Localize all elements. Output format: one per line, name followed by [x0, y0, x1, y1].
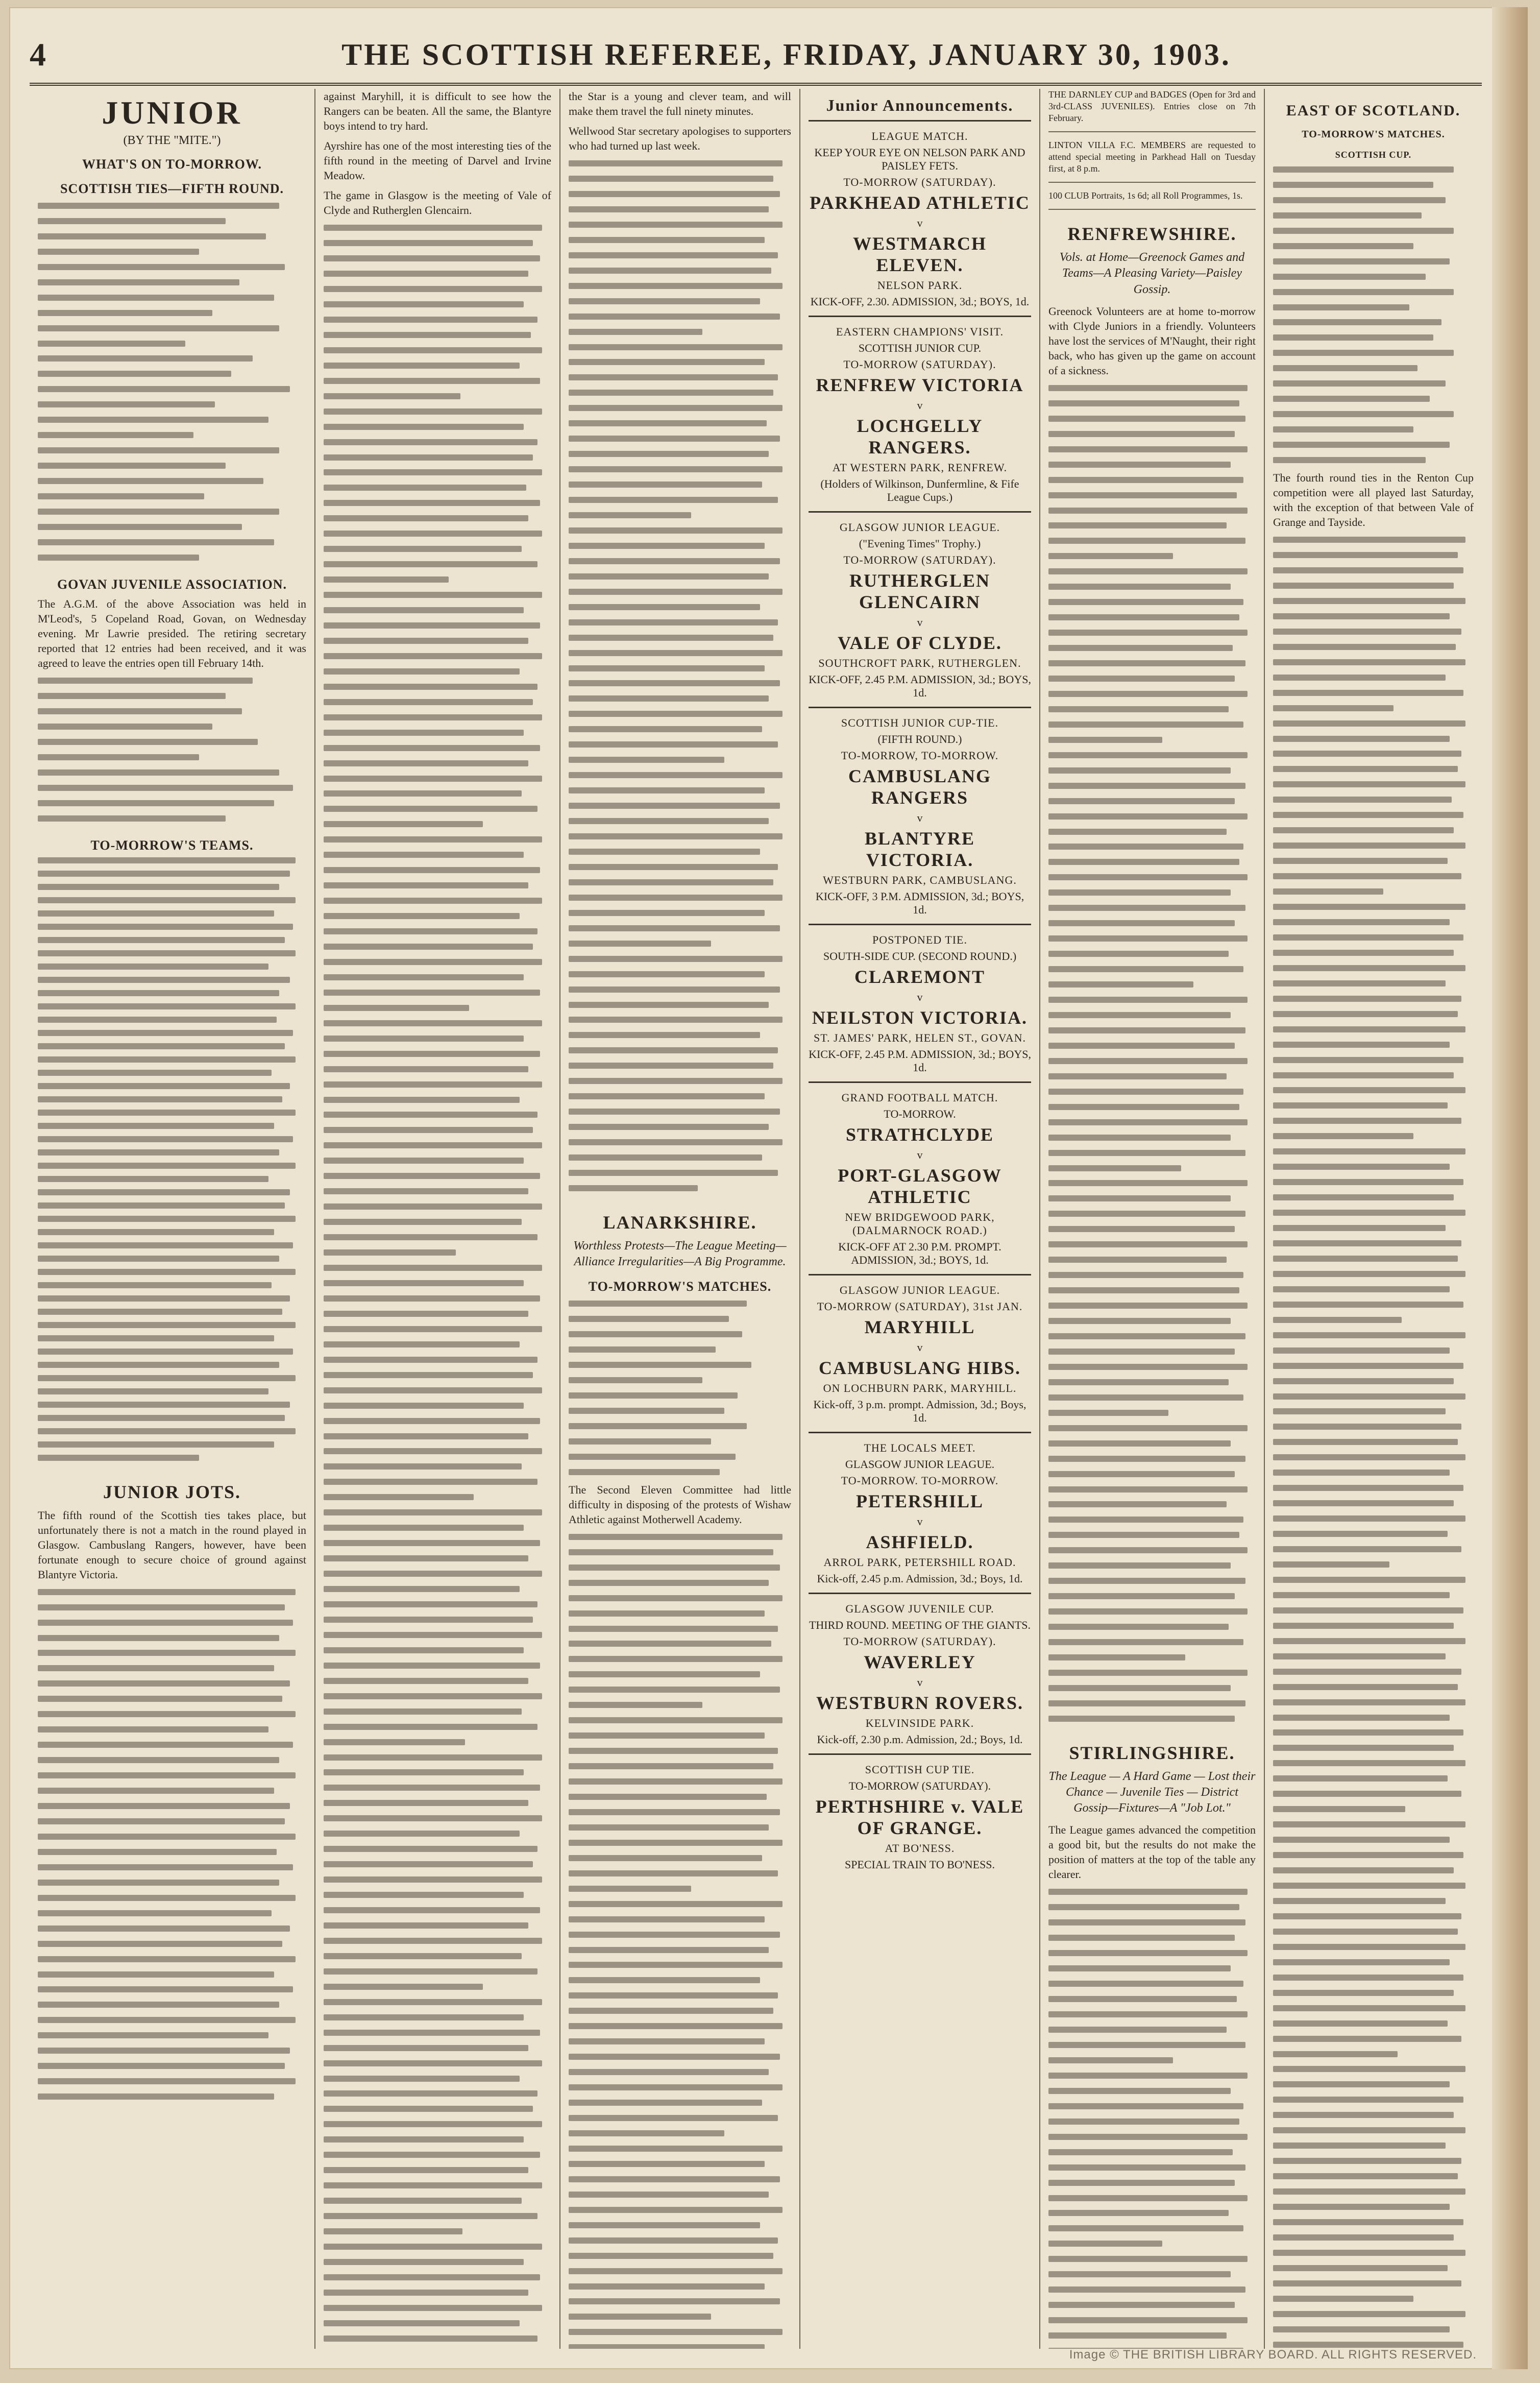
announcement-block [809, 1274, 1031, 1432]
announcement-kind: GLASGOW JUNIOR LEAGUE. [839, 1284, 1000, 1296]
announcement-details: Kick-off, 2.45 p.m. Admission, 3d.; Boys, 1d. [817, 1572, 1023, 1585]
announcement-date: TO-MORROW. TO-MORROW. [841, 1474, 999, 1487]
lanark-text: The Second Eleven Committee had little difficulty in disposing of the protests of Wishaw Athletic against Motherwell Academy. [569, 1483, 791, 1526]
announcements-heading: Junior Announcements. [826, 96, 1014, 114]
col2-text-1: against Maryhill, it is difficult to see how the Rangers can be beaten. All the same, the Blantyre boys intend to try hard. [324, 90, 551, 133]
announcement-away-team: WESTBURN ROVERS. [816, 1693, 1024, 1713]
lanark-matches-heading: TO-MORROW'S MATCHES. [588, 1279, 772, 1294]
announcement-note: GLASGOW JUNIOR LEAGUE. [845, 1458, 995, 1471]
divider [1048, 209, 1256, 210]
announcement-kind: GLASGOW JUNIOR LEAGUE. [839, 521, 1000, 534]
announcement-details: (Holders of Wilkinson, Dunfermline, & Fife League Cups.) [820, 477, 1019, 503]
announcement-date: TO-MORROW (SATURDAY). [843, 358, 996, 371]
jots-text: The fifth round of the Scottish ties takes place, but unfortunately there is not a match in the round played in Glasgow. Cambuslang Rangers, however, have been fortunate enough to secure choice of ground against Blantyre Victoria. [38, 1508, 306, 1581]
east-cup-heading: SCOTTISH CUP. [1335, 150, 1412, 160]
announcement-note: TO-MORROW. [884, 1108, 956, 1120]
teams-heading: TO-MORROW'S TEAMS. [90, 837, 254, 853]
announcement-kind: GLASGOW JUVENILE CUP. [845, 1602, 994, 1615]
announcement-versus: v [917, 616, 923, 629]
announcement-note: (FIFTH ROUND.) [877, 733, 962, 745]
announcement-away-team: VALE OF CLYDE. [838, 633, 1002, 653]
announcement-note: SOUTH-SIDE CUP. (SECOND ROUND.) [823, 950, 1017, 962]
govan-list [38, 676, 306, 829]
divider [1048, 182, 1256, 183]
renfrewshire-text: Greenock Volunteers are at home to-morrow with Clyde Juniors in a friendly. Volunteers have lost the services of M'Naught, their right back, who has given up the game on account of a sickness. [1048, 304, 1256, 377]
east-body [1273, 535, 1474, 2349]
announcement-versus: v [917, 811, 923, 824]
announcement-away-team: NEILSTON VICTORIA. [812, 1007, 1028, 1028]
announcement-home-team: MARYHILL [864, 1317, 975, 1337]
announcement-away-team: LOCHGELLY RANGERS. [857, 416, 983, 458]
col3-text-2: Wellwood Star secretary apologises to supporters who had turned up last week. [569, 125, 791, 153]
stirlingshire-text: The League games advanced the competition a good bit, but the results do not make the position of matters at the top of the table any clearer. [1048, 1823, 1256, 1881]
announcement-note: ("Evening Times" Trophy.) [859, 537, 981, 550]
announcement-date: TO-MORROW, TO-MORROW. [841, 749, 999, 762]
announcement-home-team: RENFREW VICTORIA [816, 375, 1024, 395]
announcement-details: KICK-OFF, 2.45 P.M. ADMISSION, 3d.; BOYS, 1d. [809, 1048, 1031, 1074]
announcement-note: THIRD ROUND. MEETING OF THE GIANTS. [809, 1619, 1031, 1631]
stirlingshire-body [1048, 1887, 1256, 2349]
column-junior-continued [315, 89, 560, 2349]
announcement-away-team: BLANTYRE VICTORIA. [864, 828, 975, 870]
announcement-ground: WESTBURN PARK, CAMBUSLANG. [823, 874, 1017, 886]
announcement-ground: NEW BRIDGEWOOD PARK, (DALMARNOCK ROAD.) [845, 1211, 995, 1237]
whats-on-heading: WHAT'S ON TO-MORROW. [82, 157, 262, 172]
column-lanarkshire [560, 89, 800, 2349]
col3-body-top [569, 158, 791, 1198]
page-edge [1492, 7, 1528, 2369]
announcement-away-team: WESTMARCH ELEVEN. [852, 233, 987, 275]
announcement-kind: GRAND FOOTBALL MATCH. [841, 1091, 998, 1104]
announcement-block [809, 707, 1031, 924]
announcement-details: SPECIAL TRAIN TO BO'NESS. [844, 1858, 995, 1871]
divider [1048, 131, 1256, 132]
announcement-away-team: ASHFIELD. [866, 1532, 974, 1552]
junior-byline: (BY THE "MITE.") [123, 134, 221, 147]
announcement-kind: EASTERN CHAMPIONS' VISIT. [836, 325, 1004, 338]
teams-list [38, 857, 306, 1468]
renfrewshire-body [1048, 383, 1256, 1729]
linton-villa-ad: LINTON VILLA F.C. MEMBERS are requested to attend special meeting in Parkhead Hall on Tuesday first, at 8 p.m. [1048, 140, 1256, 174]
announcement-date: TO-MORROW (SATURDAY). [843, 1635, 996, 1648]
announcement-away-team: CAMBUSLANG HIBS. [818, 1358, 1021, 1378]
renfrewshire-subheading: Vols. at Home—Greenock Games and Teams—A Pleasing Variety—Paisley Gossip. [1059, 251, 1245, 296]
column-junior [30, 89, 315, 2349]
announcement-versus: v [917, 1676, 923, 1689]
announcement-kind: THE LOCALS MEET. [864, 1441, 976, 1454]
announcement-ground: AT BO'NESS. [885, 1842, 955, 1855]
announcement-versus: v [917, 216, 923, 229]
announcement-ground: ST. JAMES' PARK, HELEN ST., GOVAN. [813, 1031, 1026, 1044]
announcement-note: TO-MORROW (SATURDAY). [848, 1779, 991, 1792]
stirlingshire-subheading: The League — A Hard Game — Lost their Chance — Juvenile Ties — District Gossip—Fixtures—A "Job Lot." [1048, 1769, 1256, 1815]
lanarkshire-heading: LANARKSHIRE. [603, 1212, 757, 1233]
announcement-ground: ARROL PARK, PETERSHILL ROAD. [823, 1556, 1016, 1569]
announcement-block [809, 924, 1031, 1081]
govan-heading: GOVAN JUVENILE ASSOCIATION. [57, 576, 287, 592]
announcement-details: KICK-OFF, 2.30. ADMISSION, 3d.; BOYS, 1d. [810, 295, 1030, 308]
announcement-details: Kick-off, 2.30 p.m. Admission, 2d.; Boys, 1d. [817, 1733, 1023, 1746]
darnley-cup-ad: THE DARNLEY CUP and BADGES (Open for 3rd and 3rd-CLASS JUVENILES). Entries close on 7th February. [1048, 89, 1256, 124]
col2-body [324, 223, 551, 2349]
announcement-ground: AT WESTERN PARK, RENFREW. [832, 461, 1008, 474]
announcement-details: KICK-OFF, 2.45 P.M. ADMISSION, 3d.; BOYS, 1d. [809, 673, 1031, 699]
announcement-block [809, 120, 1031, 316]
announcement-home-team: PERTHSHIRE v. VALE OF GRANGE. [815, 1796, 1024, 1838]
column-renfrewshire [1040, 89, 1265, 2349]
col3-body-bottom [569, 1532, 791, 2349]
col2-text-3: The game in Glasgow is the meeting of Vale of Clyde and Rutherglen Glencairn. [324, 189, 551, 217]
junior-heading: JUNIOR [102, 94, 242, 131]
east-heading: EAST OF SCOTLAND. [1286, 102, 1461, 119]
announcement-home-team: PARKHEAD ATHLETIC [810, 192, 1030, 213]
announcement-versus: v [917, 399, 923, 412]
govan-text: The A.G.M. of the above Association was held in M'Leod's, 5 Copeland Road, Govan, on Wednesday evening. Mr Lawrie presided. The retiring secretary reported that 12 entries had been received, and it was agreed to leave the entries open till February 14th. [38, 597, 306, 669]
masthead [30, 27, 1482, 86]
announcement-home-team: STRATHCLYDE [845, 1124, 994, 1145]
copyright-notice: Image © THE BRITISH LIBRARY BOARD. ALL RIGHTS RESERVED. [1069, 2348, 1477, 2362]
announcement-date: TO-MORROW (SATURDAY). [843, 176, 996, 188]
columns [30, 89, 1482, 2349]
scottish-ties-heading: SCOTTISH TIES—FIFTH ROUND. [60, 181, 284, 196]
announcement-ground: NELSON PARK. [877, 279, 963, 292]
jots-heading: JUNIOR JOTS. [103, 1481, 241, 1502]
announcement-block [809, 1432, 1031, 1593]
announcement-home-team: CLAREMONT [854, 967, 985, 987]
announcement-kind: SCOTTISH JUNIOR CUP-TIE. [841, 716, 999, 729]
announcement-versus: v [917, 1148, 923, 1161]
announcement-ground: ON LOCHBURN PARK, MARYHILL. [823, 1382, 1017, 1394]
announcement-versus: v [917, 1341, 923, 1354]
announcement-date: TO-MORROW (SATURDAY). [843, 553, 996, 566]
announcement-ground: KELVINSIDE PARK. [865, 1717, 974, 1729]
newspaper-page [9, 7, 1528, 2369]
announcement-kind: POSTPONED TIE. [872, 933, 967, 946]
announcement-versus: v [917, 991, 923, 1003]
announcement-block [809, 316, 1031, 511]
announcement-ground: SOUTHCROFT PARK, RUTHERGLEN. [818, 657, 1021, 669]
lanark-matches [569, 1298, 791, 1482]
col3-text-1: the Star is a young and clever team, and will make them travel the full ninety minutes. [569, 90, 791, 118]
announcement-block [809, 1593, 1031, 1753]
fixtures-list [38, 201, 306, 568]
page-number: 4 [30, 36, 46, 73]
jots-body [38, 1587, 306, 2107]
lanarkshire-subheading: Worthless Protests—The League Meeting—Alliance Irregularities—A Big Programme. [573, 1239, 787, 1269]
column-announcements [800, 89, 1040, 2349]
announcement-details: KICK-OFF, 3 P.M. ADMISSION, 3d.; BOYS, 1d. [815, 890, 1024, 916]
announcement-home-team: PETERSHILL [855, 1491, 984, 1511]
announcement-note: SCOTTISH JUNIOR CUP. [858, 342, 982, 354]
renfrewshire-heading: RENFREWSHIRE. [1067, 224, 1237, 245]
masthead-title: THE SCOTTISH REFEREE, FRIDAY, JANUARY 30, 1903. [341, 37, 1231, 71]
announcements-list [809, 120, 1031, 1879]
stirlingshire-heading: STIRLINGSHIRE. [1069, 1742, 1235, 1763]
announcement-note: KEEP YOUR EYE ON NELSON PARK AND PAISLEY FETS. [814, 146, 1025, 172]
east-matches-heading: TO-MORROW'S MATCHES. [1302, 129, 1445, 140]
column-east-of-scotland [1265, 89, 1482, 2349]
announcement-home-team: CAMBUSLANG RANGERS [848, 766, 991, 808]
announcement-block [809, 511, 1031, 707]
announcement-block [809, 1081, 1031, 1274]
announcement-home-team: WAVERLEY [864, 1652, 976, 1672]
announcement-away-team: PORT-GLASGOW ATHLETIC [838, 1165, 1002, 1207]
east-text: The fourth round ties in the Renton Cup competition were all played last Saturday, with the exception of that between Vale of Grange and Tayside. [1273, 471, 1474, 529]
col2-text-2: Ayrshire has one of the most interesting ties of the fifth round in the meeting of Darvel and Irvine Meadow. [324, 139, 551, 182]
portraits-ad: 100 CLUB Portraits, 1s 6d; all Roll Programmes, 1s. [1048, 190, 1243, 201]
announcement-block [809, 1753, 1031, 1879]
announcement-home-team: RUTHERGLEN GLENCAIRN [849, 570, 991, 612]
announcement-details: Kick-off, 3 p.m. prompt. Admission, 3d.; Boys, 1d. [813, 1398, 1026, 1424]
announcement-versus: v [917, 1515, 923, 1528]
announcement-kind: LEAGUE MATCH. [871, 130, 968, 142]
east-matches [1273, 164, 1474, 470]
announcement-kind: SCOTTISH CUP TIE. [865, 1763, 975, 1776]
announcement-details: KICK-OFF AT 2.30 P.M. PROMPT. ADMISSION, 3d.; BOYS, 1d. [838, 1240, 1001, 1266]
announcement-date: TO-MORROW (SATURDAY), 31st JAN. [817, 1300, 1023, 1313]
